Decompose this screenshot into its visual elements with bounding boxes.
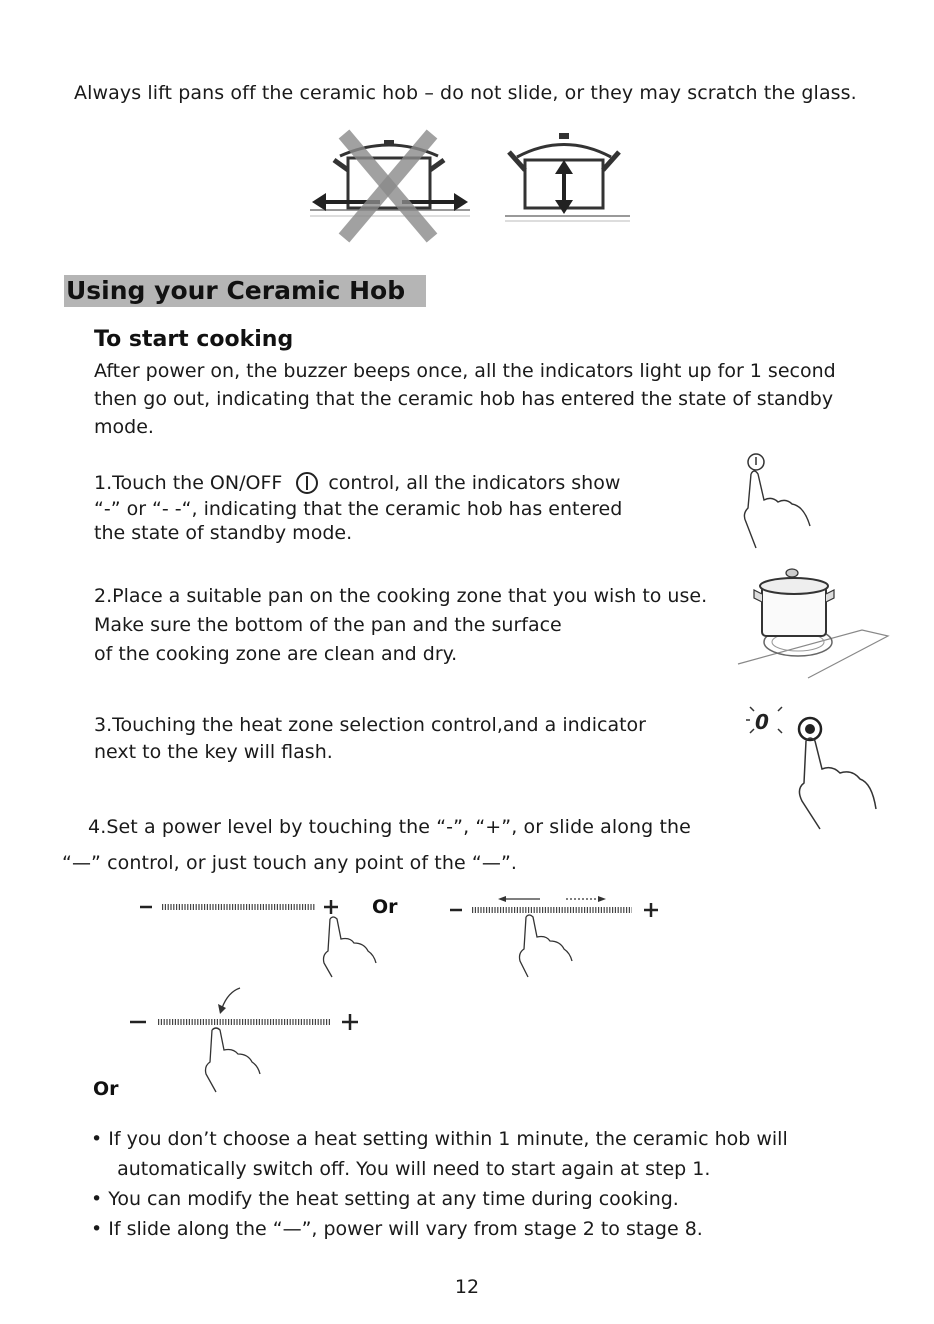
list-item: automatically switch off. You will need to start again at step 1. — [99, 1158, 711, 1180]
step-2: 2.Place a suitable pan on the cooking zone that you wish to use. Make sure the bottom of the pan and the surface of the cooking zone are clean and dry. — [94, 585, 708, 665]
or-label-1: Or — [372, 896, 398, 918]
step-4-line-2: “—” control, or just touch any point of the “—”. — [62, 852, 518, 874]
slider-slide-illustration — [448, 893, 668, 988]
subsection-title: To start cooking — [94, 327, 294, 352]
flashing-indicator-display: 0 — [755, 710, 769, 734]
or-label-2: Or — [93, 1078, 119, 1100]
step-4-line-1: 4.Set a power level by touching the “-”, “+”, or slide along the — [88, 816, 691, 838]
intro-paragraph: After power on, the buzzer beeps once, all the indicators light up for 1 second then go out, indicating that the ceramic hob has entered the state of standby mode. — [94, 360, 836, 438]
pan-slide-crossed-illustration — [310, 130, 470, 242]
step-3: 3.Touching the heat zone selection control,and a indicator next to the key will flash. — [94, 714, 646, 763]
pan-on-cooking-zone-illustration — [738, 560, 888, 685]
finger-touch-zone-icon — [748, 705, 883, 835]
power-icon — [296, 472, 318, 494]
finger-touch-power-icon — [738, 452, 818, 552]
intro-text: Always lift pans off the ceramic hob – do not slide, or they may scratch the glass. — [74, 82, 857, 104]
section-title: Using your Ceramic Hob — [64, 275, 426, 307]
slider-touch-plus-illustration — [138, 893, 388, 988]
step-1: 1.Touch the ON/OFF control, all the indicators show “-” or “- -“, indicating that the ceramic hob has entered the state of standby mode. — [94, 472, 623, 544]
list-item: • If slide along the “—”, power will vary from stage 2 to stage 8. — [91, 1218, 703, 1240]
page-number: 12 — [454, 1276, 480, 1298]
slider-touch-point-illustration — [128, 982, 378, 1097]
notes-list — [91, 1124, 788, 1244]
list-item: • If you don’t choose a heat setting within 1 minute, the ceramic hob will — [91, 1128, 788, 1150]
list-item: • You can modify the heat setting at any time during cooking. — [91, 1188, 679, 1210]
pan-lift-illustration — [505, 130, 630, 225]
